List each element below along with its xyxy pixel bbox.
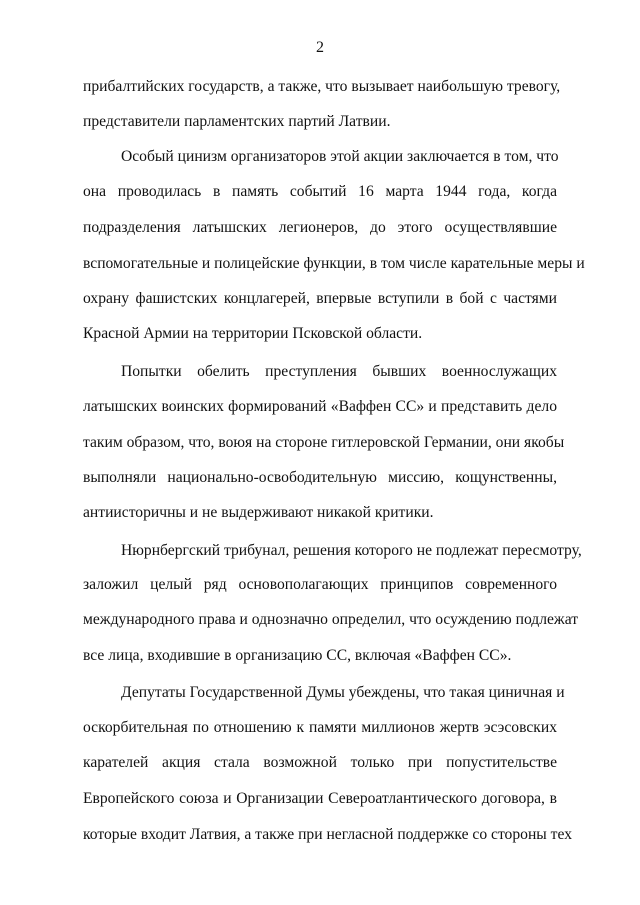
text-line-14: Нюрнбергский трибунал, решения которого не подлежат пересмотру, bbox=[121, 542, 582, 559]
text-line-1: прибалтийских государств, а также, что вызывает наибольшую тревогу, bbox=[83, 78, 561, 95]
page-number: 2 bbox=[316, 39, 324, 56]
text-line-12: выполняли национально-освободительную миссию, кощунственны, bbox=[83, 469, 557, 486]
text-line-20: карателей акция стала возможной только при попустительстве bbox=[83, 754, 557, 771]
text-line-18: Депутаты Государственной Думы убеждены, что такая циничная и bbox=[121, 684, 565, 701]
text-line-17: все лица, входившие в организацию СС, включая «Ваффен СС». bbox=[83, 647, 512, 664]
text-line-10: латышских воинских формирований «Ваффен СС» и представить дело bbox=[83, 398, 557, 415]
text-line-16: международного права и однозначно определил, что осуждению подлежат bbox=[83, 611, 579, 628]
text-line-15: заложил целый ряд основополагающих принципов современного bbox=[83, 576, 557, 593]
text-line-2: представители парламентских партий Латвии. bbox=[83, 113, 391, 130]
text-line-6: вспомогательные и полицейские функции, в том числе карательные меры и bbox=[83, 255, 585, 272]
text-line-11: таким образом, что, воюя на стороне гитлеровской Германии, они якобы bbox=[83, 434, 565, 451]
text-line-19: оскорбительная по отношению к памяти миллионов жертв эсэсовских bbox=[83, 719, 557, 736]
text-line-9: Попытки обелить преступления бывших военнослужащих bbox=[121, 363, 557, 380]
text-line-4: она проводилась в память событий 16 марта 1944 года, когда bbox=[83, 183, 557, 200]
text-line-22: которые входит Латвия, а также при негласной поддержке со стороны тех bbox=[83, 826, 572, 843]
text-line-21: Европейского союза и Организации Североатлантического договора, в bbox=[83, 790, 557, 807]
text-line-13: антиисторичны и не выдерживают никакой критики. bbox=[83, 504, 434, 521]
text-line-3: Особый цинизм организаторов этой акции заключается в том, что bbox=[121, 148, 559, 165]
text-line-7: охрану фашистских концлагерей, впервые вступили в бой с частями bbox=[83, 290, 557, 307]
text-line-8: Красной Армии на территории Псковской области. bbox=[83, 325, 423, 342]
text-line-5: подразделения латышских легионеров, до этого осуществлявшие bbox=[83, 219, 557, 236]
